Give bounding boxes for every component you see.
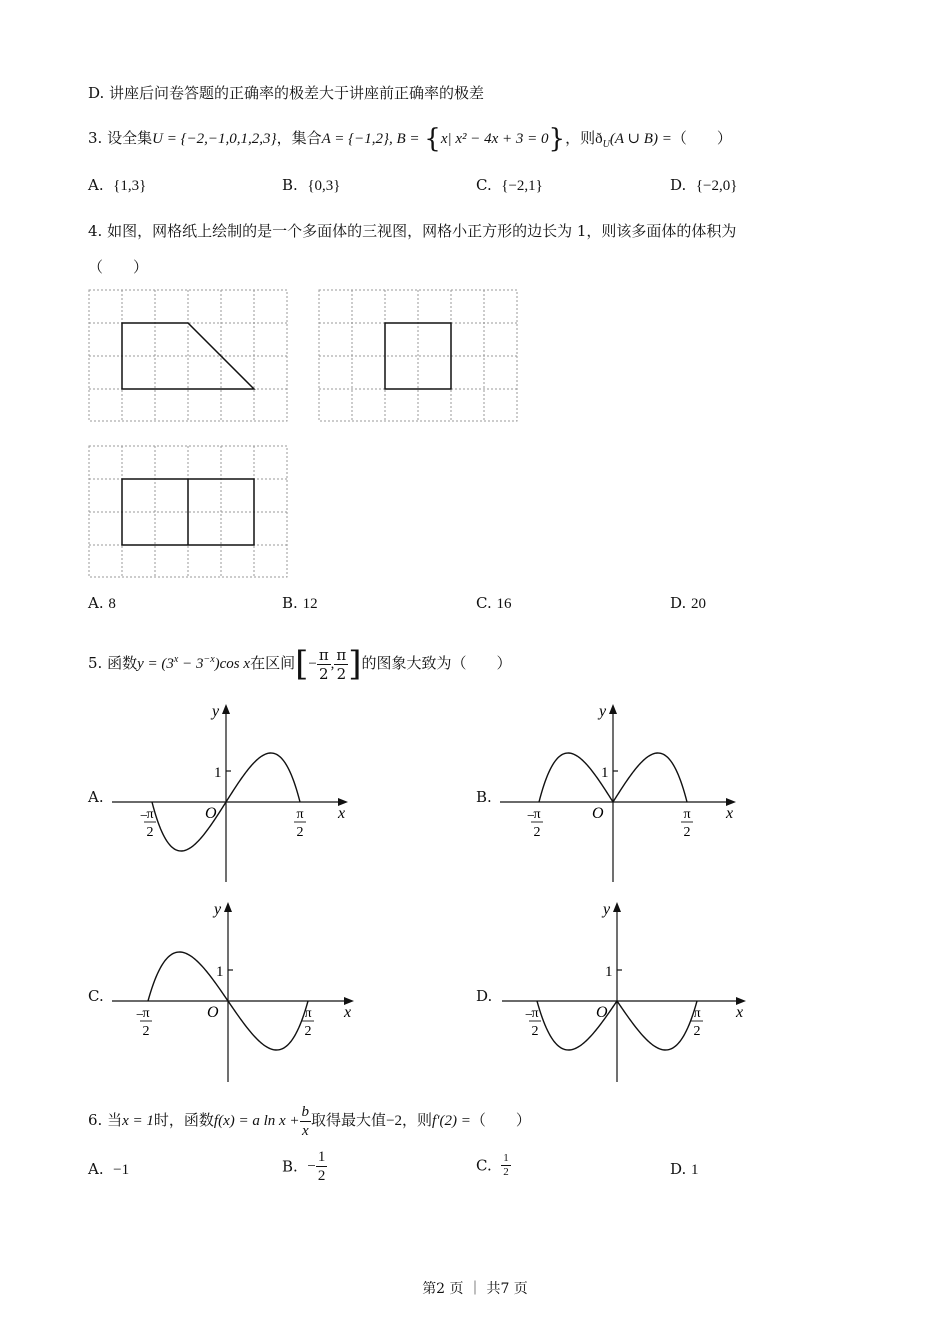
neg-tick-pi: π [531,1006,539,1021]
q6-option-d: D. 1 [670,1160,699,1178]
q4-option-a: A. 8 [88,594,116,612]
q5-graph-d-label: D. [476,987,493,1005]
q5-graph-c-label: C. [88,987,104,1005]
q3-ask: ，则 [565,129,596,147]
y-tick-label: 1 [214,765,222,781]
q2-option-d: D. 讲座后问卷答题的正确率的极差大于讲座前正确率的极差 [88,84,485,102]
neg-tick-minus: − [140,809,148,824]
pos-tick-two: 2 [693,1024,701,1039]
q5-graph-d [502,901,746,1082]
pos-tick-two: 2 [304,1024,312,1039]
origin-label: O [596,1004,608,1021]
q5-stem: 5. 函数$y = (3^x - 3^{-x})\cos$ x在区间[− $\frac{\pi}{2}$ , $\frac{\pi}{2}$ ]的图象大致为（ ） [88,644,512,684]
neg-tick-minus: − [525,1008,533,1023]
y-arrow [613,902,621,912]
x-label: x [338,805,346,822]
neg-tick-two: 2 [142,1024,150,1039]
origin-label: O [205,805,217,822]
neg-tick-pi: π [533,807,541,822]
neg-tick-minus: − [136,1008,144,1023]
origin-label: O [592,805,604,822]
q3-complement: ð [595,131,603,147]
q3-option-a: A. {1,3} [88,176,147,194]
y-label: y [603,901,611,918]
y-arrow [609,704,617,714]
q5-graph-a [112,703,348,882]
pos-tick-pi: π [693,1006,701,1021]
neg-tick-pi: π [142,1006,150,1021]
q5-graph-a-label: A. [88,788,104,806]
q4-option-d: D. 20 [670,594,707,612]
page-footer: 第2 页 ｜ 共7 页 [422,1281,528,1297]
q6-option-c: C. $\frac{1}{2}$ [476,1152,509,1178]
y-tick-label: 1 [605,964,613,980]
q3-paren: （ ） [671,129,732,147]
x-label: x [726,805,734,822]
q3-set-a: A = {−1,2}, B = [321,131,420,147]
neg-tick-two: 2 [531,1024,539,1039]
q3-option-c: C. {−2,1} [476,176,543,194]
y-tick-label: 1 [601,765,609,781]
pos-tick-pi: π [683,807,691,822]
q5-graph-c [112,901,354,1082]
q3-union: (A ∪ B) = [609,131,672,147]
pos-tick-two: 2 [683,825,691,840]
q3-number: 3. [88,129,103,147]
neg-tick-pi: π [146,807,154,822]
y-arrow [224,902,232,912]
q4-stem: 4. 如图，网格纸上绘制的是一个多面体的三视图，网格小正方形的边长为 1，则该多面体的体积为 [88,222,737,240]
q3-brace-open: { [424,124,441,154]
neg-tick-minus: − [527,809,535,824]
q6-stem: 6. 当x = 1时，函数f(x) = a ln x + $\frac{b}{x}$ 取得最大值−2，则f′(2) =（ ） [88,1103,531,1139]
q3-option-b: B. {0,3} [282,176,341,194]
q5-graph-b-label: B. [476,788,492,806]
y-label: y [212,703,220,720]
q3-set-a-label: ，集合 [276,129,322,147]
q6-option-b: B. − $\frac{1}{2}$ [282,1149,326,1184]
origin-label: O [207,1004,219,1021]
x-label: x [344,1004,352,1021]
q3-brace-close: } [548,124,566,154]
q3-universe: U = {−2,−1,0,1,2,3} [152,131,277,147]
y-arrow [222,704,230,714]
q3-option-d: D. {−2,0} [670,176,738,194]
neg-tick-two: 2 [533,825,541,840]
q6-option-a: A. −1 [88,1160,130,1178]
y-label: y [599,703,607,720]
neg-tick-two: 2 [146,825,154,840]
q5-graph-b [500,703,736,882]
y-tick-label: 1 [216,964,224,980]
pos-tick-pi: π [304,1006,312,1021]
pos-tick-two: 2 [296,825,304,840]
q4-option-b: B. 12 [282,594,318,612]
q3-complement-sub: U [602,139,610,150]
q4-option-c: C. 16 [476,594,512,612]
y-label: y [214,901,222,918]
x-label: x [736,1004,744,1021]
pos-tick-pi: π [296,807,304,822]
q3-set-b: x| x² − 4x + 3 = 0 [440,131,549,147]
q4-paren: （ ） [88,258,149,276]
q3-stem-prefix: 设全集 [107,129,153,147]
